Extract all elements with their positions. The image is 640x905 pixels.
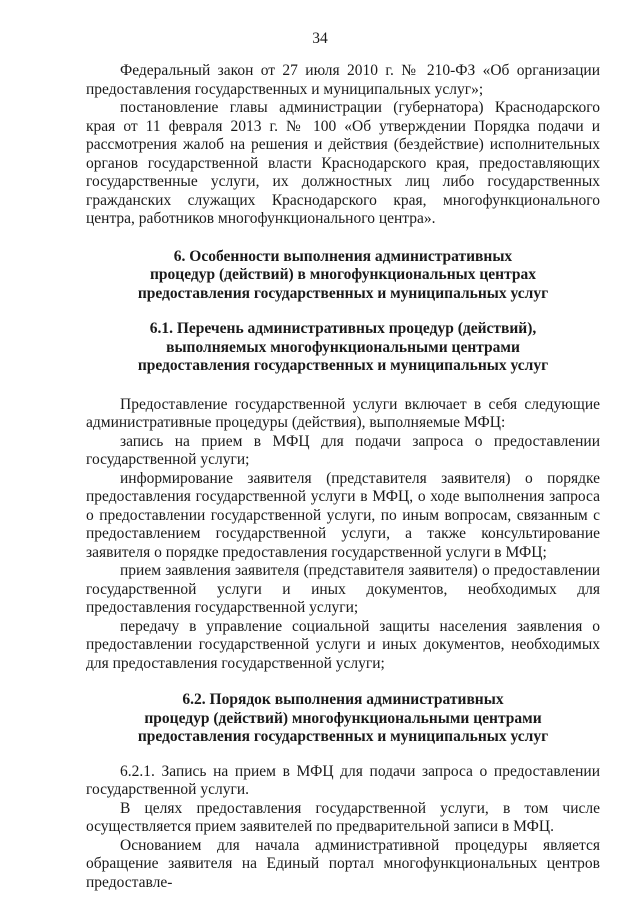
document-body: [86, 62, 600, 892]
section-6-1-heading: [86, 320, 600, 376]
heading-line: предоставления государственных и муниципальных услуг: [137, 357, 549, 374]
page-number: 34: [312, 30, 328, 47]
heading-line: процедур (действий) в многофункциональных центрах: [149, 266, 537, 283]
heading-line: процедур (действий) многофункциональными центрами: [144, 709, 542, 727]
heading-line: 6.2. Порядок выполнения административных: [182, 691, 504, 708]
section-6-1-paragraph: информирование заявителя (представителя заявителя) о порядке предоставления государственной услуги в МФЦ, о ходе выполнения запроса о предоставлении государственной услуги, по иным вопросам, связанным с предоставлением государственной услуги, а также консультирование заявителя о порядке предоставления государственной услуги в МФЦ;: [86, 469, 600, 561]
heading-line: 6. Особенности выполнения административных: [173, 247, 513, 265]
heading-line: предоставления государственных и муниципальных услуг: [137, 728, 549, 745]
heading-line: выполняемых многофункциональными центрами: [166, 338, 520, 356]
heading-line: предоставления государственных и муниципальных услуг: [137, 284, 549, 302]
section-6-2-paragraph: Основанием для начала административной процедуры является обращение заявителя на Единый портал многофункциональных центров предоставле-: [86, 836, 600, 891]
intro-paragraph: постановление главы администрации (губернатора) Краснодарского края от 11 февраля 2013 г. № 100 «Об утверждении Порядка подачи и рассмотрения жалоб на решения и действия (бездействие) исполнительных органов государственной власти Краснодарского края, предоставляющих государственные услуги, их должностных лиц либо государственных гражданских служащих Краснодарского края, многофункционального центра, работников многофункционального центра».: [86, 99, 600, 227]
section-6-2-heading: [86, 691, 600, 747]
section-6-1-paragraph: Предоставление государственной услуги включает в себя следующие административные процедуры (действия), выполняемые МФЦ:: [86, 395, 600, 431]
section-6-2-paragraph: 6.2.1. Запись на прием в МФЦ для подачи запроса о предоставлении государственной услуги.: [86, 762, 600, 798]
section-6-1-paragraph: передачу в управление социальной защиты населения заявления о предоставлении государственной услуги и иных документов, необходимых для предоставления государственной услуги;: [86, 617, 600, 672]
section-6-1-paragraph: прием заявления заявителя (представителя заявителя) о предоставлении государственной услуги и иных документов, необходимых для предоставления государственной услуги;: [86, 562, 600, 616]
heading-line: 6.1. Перечень административных процедур (действий),: [149, 320, 537, 337]
section-6-2-paragraph: В целях предоставления государственной услуги, в том числе осуществляется прием заявителей по предварительной записи в МФЦ.: [86, 799, 600, 835]
section-6-heading: [86, 248, 600, 304]
section-6-1-paragraph: запись на прием в МФЦ для подачи запроса о предоставлении государственной услуги;: [86, 432, 600, 468]
intro-paragraph: Федеральный закон от 27 июля 2010 г. № 210-ФЗ «Об организации предоставления государственных и муниципальных услуг»;: [86, 62, 600, 98]
